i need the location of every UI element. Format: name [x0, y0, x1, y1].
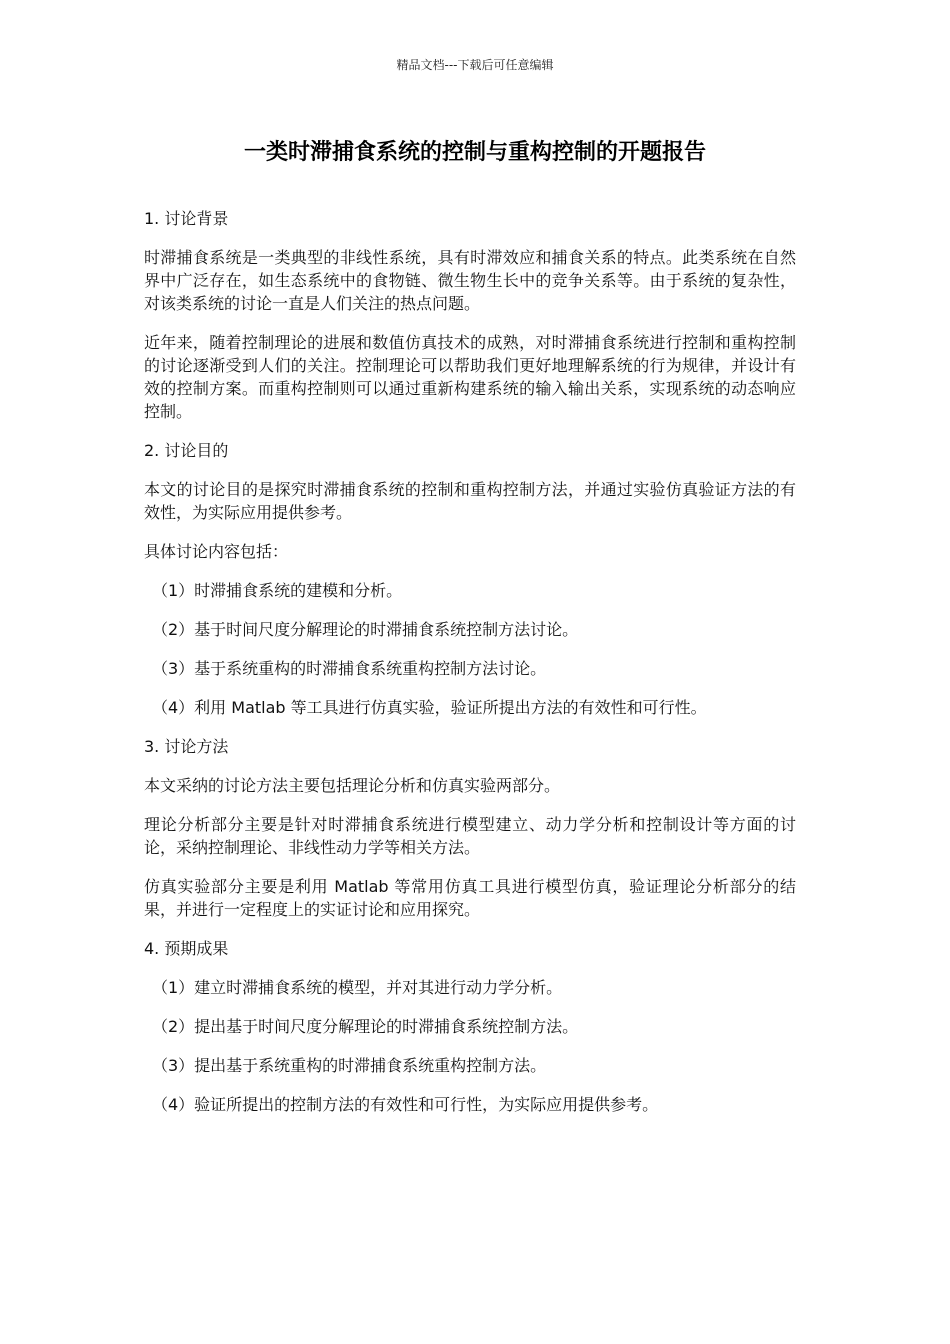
document-title: 一类时滞捕食系统的控制与重构控制的开题报告 [243, 140, 706, 165]
section-heading-background: 1. 讨论背景 [144, 209, 229, 228]
paragraph: 具体讨论内容包括： [144, 542, 289, 561]
paragraph: 仿真实验部分主要是利用 Matlab 等常用仿真工具进行模型仿真，验证理论分析部分的结果，并进行一定程度上的实证讨论和应用探究。 [144, 877, 796, 919]
list-item: （2）提出基于时间尺度分解理论的时滞捕食系统控制方法。 [152, 1017, 579, 1036]
paragraph: 本文的讨论目的是探究时滞捕食系统的控制和重构控制方法，并通过实验仿真验证方法的有效性，为实际应用提供参考。 [144, 480, 796, 522]
paragraph: 理论分析部分主要是针对时滞捕食系统进行模型建立、动力学分析和控制设计等方面的讨论，采纳控制理论、非线性动力学等相关方法。 [144, 815, 796, 857]
list-item: （1）建立时滞捕食系统的模型，并对其进行动力学分析。 [152, 978, 563, 997]
document-body [144, 207, 796, 1132]
list-item: （1）时滞捕食系统的建模和分析。 [152, 581, 403, 600]
section-heading-purpose: 2. 讨论目的 [144, 441, 229, 460]
paragraph: 近年来，随着控制理论的进展和数值仿真技术的成熟，对时滞捕食系统进行控制和重构控制的讨论逐渐受到人们的关注。控制理论可以帮助我们更好地理解系统的行为规律，并设计有效的控制方案。而重构控制则可以通过重新构建系统的输入输出关系，实现系统的动态响应控制。 [144, 333, 796, 421]
list-item: （3）基于系统重构的时滞捕食系统重构控制方法讨论。 [152, 659, 547, 678]
section-heading-methods: 3. 讨论方法 [144, 737, 229, 756]
list-item: （4）验证所提出的控制方法的有效性和可行性，为实际应用提供参考。 [152, 1095, 659, 1114]
paragraph: 本文采纳的讨论方法主要包括理论分析和仿真实验两部分。 [144, 776, 561, 795]
paragraph: 时滞捕食系统是一类典型的非线性系统，具有时滞效应和捕食关系的特点。此类系统在自然界中广泛存在，如生态系统中的食物链、微生物生长中的竞争关系等。由于系统的复杂性，对该类系统的讨论一直是人们关注的热点问题。 [144, 248, 796, 313]
list-item: （4）利用 Matlab 等工具进行仿真实验，验证所提出方法的有效性和可行性。 [152, 698, 707, 717]
list-item: （2）基于时间尺度分解理论的时滞捕食系统控制方法讨论。 [152, 620, 579, 639]
section-heading-expected-results: 4. 预期成果 [144, 939, 229, 958]
page-header: 精品文档---下载后可任意编辑 [396, 58, 554, 72]
list-item: （3）提出基于系统重构的时滞捕食系统重构控制方法。 [152, 1056, 547, 1075]
